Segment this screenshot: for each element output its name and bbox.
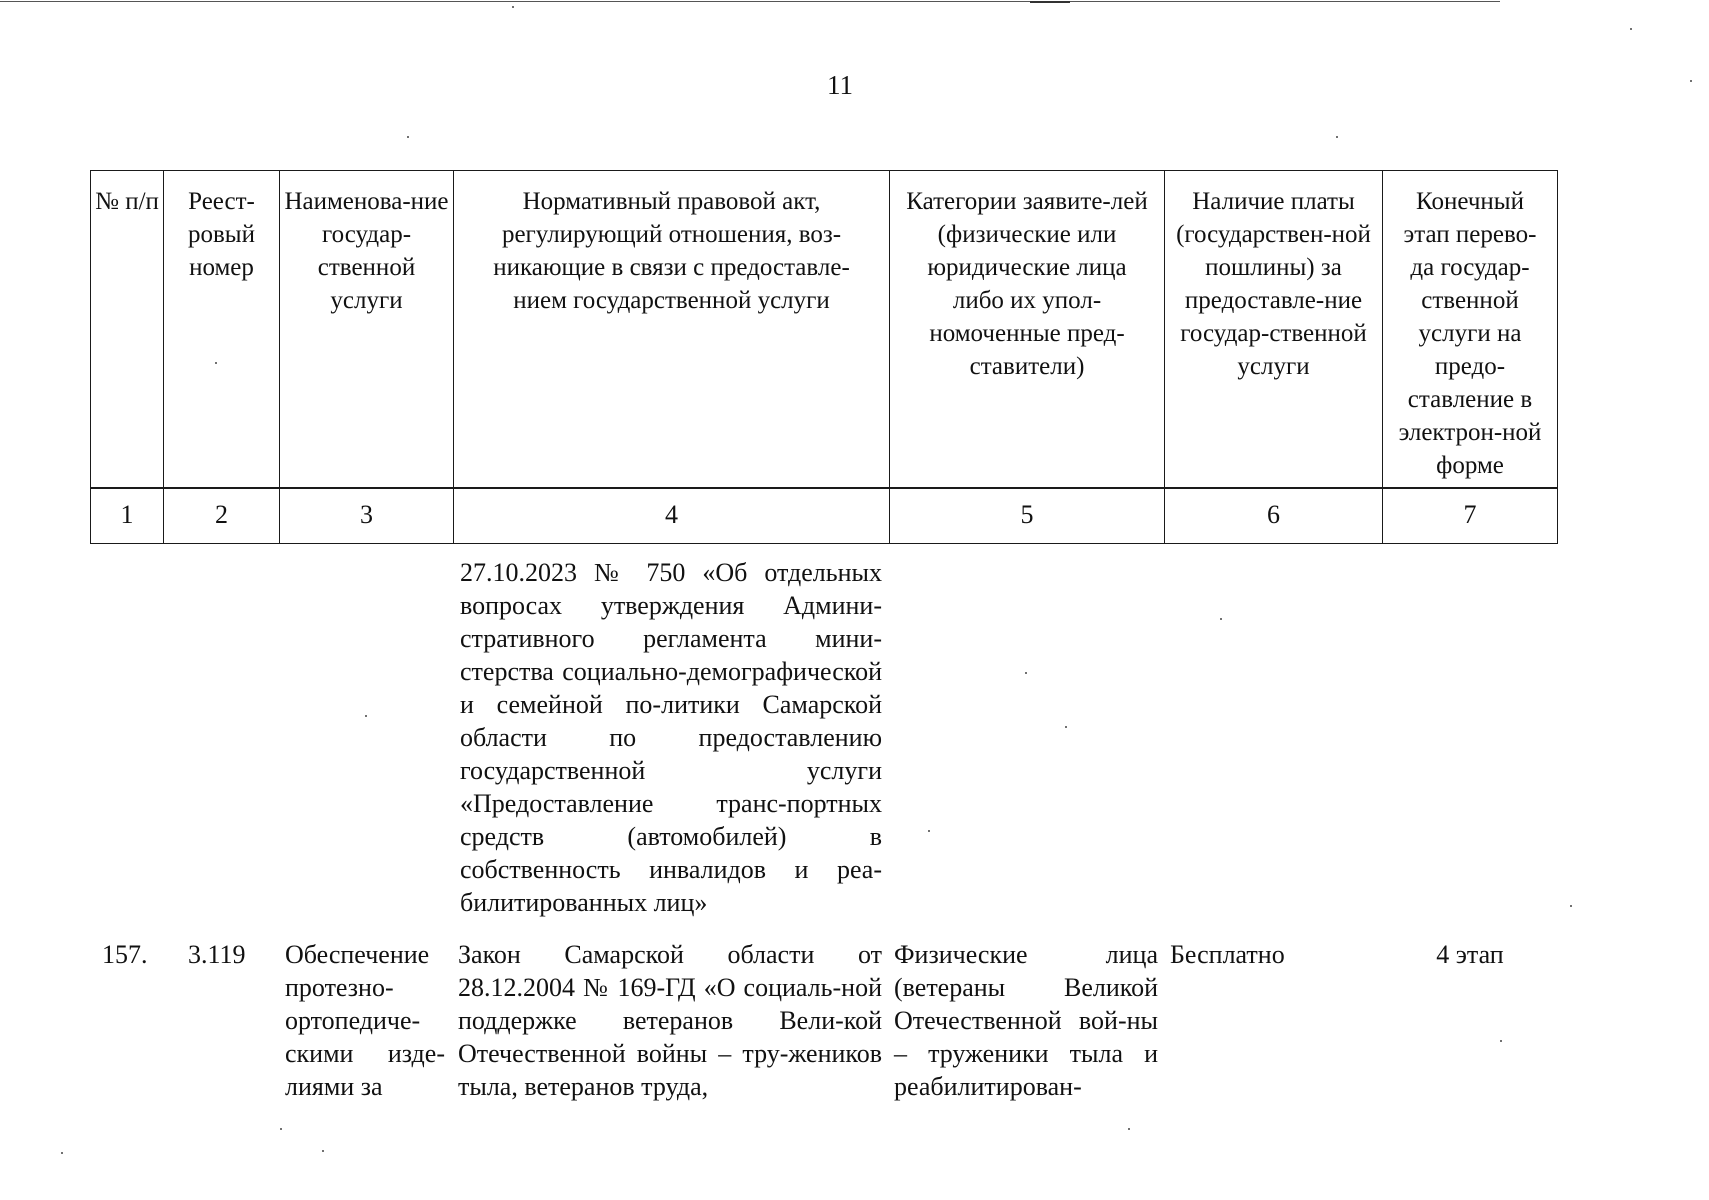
header-col-5-text: Категории заявите-лей (физические или юридические лица либо их упол-номоченные пред-ставители) bbox=[906, 188, 1148, 380]
header-col-3-text: Наименова-ние государ-ственной услуги bbox=[284, 188, 449, 314]
row-legal-act: Закон Самарской области от 28.12.2004 № 169-ГД «О социаль-ной поддержке ветеранов Вели-кой Отечественной войны – тру-жеников тыла, ветеранов труда, bbox=[458, 940, 882, 1101]
continuation-legal-act: 27.10.2023 № 750 «Об отдельных вопросах утверждения Админи-стративного регламента мини-стерства социально-демографической и семейной по-литики Самарской области по предоставлению государственной услуги «Предоставление транс-портных средств (автомобилей) в собственность инвалидов и реа-билитированных лиц» bbox=[460, 558, 882, 917]
scan-speck bbox=[1630, 28, 1632, 30]
header-col-2 bbox=[163, 170, 280, 488]
scan-speck bbox=[407, 136, 409, 138]
col-number-2 bbox=[163, 488, 280, 544]
header-col-4 bbox=[453, 170, 890, 488]
header-col-2-text: Реест-ровый номер bbox=[188, 188, 255, 281]
col-number-3-text: 3 bbox=[360, 500, 373, 529]
header-col-4-text: Нормативный правовой акт, регулирующий отношения, воз-никающие в связи с предоставле-нием государственной услуги bbox=[493, 188, 850, 314]
scan-speck bbox=[1500, 1040, 1502, 1042]
col-number-2-text: 2 bbox=[215, 500, 228, 529]
header-col-7-text: Конечный этап перево-да государ-ственной услуги на предо-ставление в электрон-ной форме bbox=[1398, 188, 1542, 479]
scan-speck bbox=[1128, 1128, 1130, 1130]
scan-speck bbox=[1025, 672, 1027, 674]
header-col-3 bbox=[279, 170, 454, 488]
col-number-6-text: 6 bbox=[1267, 500, 1280, 529]
scan-speck bbox=[928, 830, 930, 832]
scan-speck bbox=[322, 1150, 324, 1152]
col-number-7-text: 7 bbox=[1463, 500, 1477, 529]
scan-speck bbox=[215, 362, 217, 364]
scan-speck bbox=[1336, 136, 1338, 138]
top-edge-mark bbox=[1030, 1, 1070, 3]
col-number-1-text: 1 bbox=[120, 500, 134, 529]
top-edge-line bbox=[0, 1, 1500, 2]
page-number: 11 bbox=[827, 70, 853, 100]
scan-speck bbox=[1570, 905, 1572, 907]
header-col-1-text: № п/п bbox=[95, 188, 159, 215]
row-applicants: Физические лица (ветераны Великой Отечественной вой-ны – труженики тыла и реабилитирован- bbox=[894, 940, 1158, 1101]
col-number-5-text: 5 bbox=[1020, 500, 1034, 529]
col-number-3 bbox=[279, 488, 454, 544]
header-col-1 bbox=[90, 170, 164, 488]
scan-speck bbox=[1220, 618, 1222, 620]
col-number-5 bbox=[889, 488, 1165, 544]
header-col-6 bbox=[1164, 170, 1383, 488]
header-col-7 bbox=[1382, 170, 1558, 488]
col-number-1 bbox=[90, 488, 164, 544]
col-number-6 bbox=[1164, 488, 1383, 544]
row-service-name: Обеспечение протезно-ортопедиче-скими изде-лиями за bbox=[285, 940, 445, 1101]
scan-speck bbox=[1690, 80, 1692, 82]
col-number-4 bbox=[453, 488, 890, 544]
header-col-5 bbox=[889, 170, 1165, 488]
scan-speck bbox=[512, 6, 514, 8]
scan-speck bbox=[1065, 726, 1067, 728]
scan-speck bbox=[280, 1128, 282, 1130]
scan-speck bbox=[365, 715, 367, 717]
col-number-7 bbox=[1382, 488, 1558, 544]
row-fee: Бесплатно bbox=[1170, 940, 1285, 969]
row-final-stage: 4 этап bbox=[1436, 940, 1504, 969]
scan-speck bbox=[61, 1152, 63, 1154]
col-number-4-text: 4 bbox=[665, 500, 678, 529]
header-col-6-text: Наличие платы (государствен-ной пошлины) за предоставле-ние государ-ственной услуги bbox=[1176, 188, 1371, 380]
row-registry-number: 3.119 bbox=[188, 940, 246, 969]
row-index: 157. bbox=[102, 940, 148, 969]
